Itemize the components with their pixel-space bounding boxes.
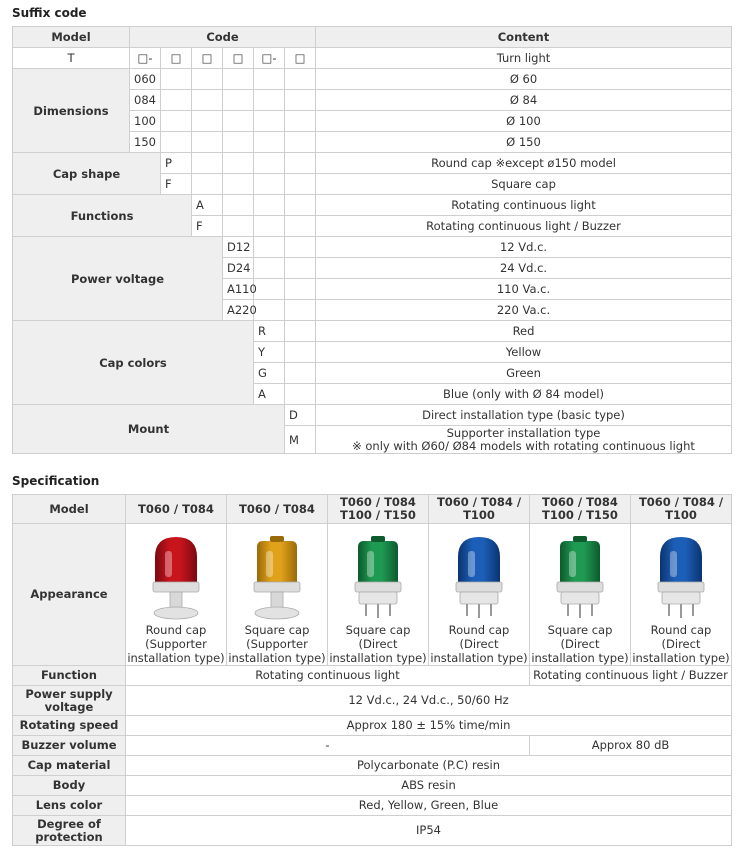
signal-lamp-icon [545, 531, 615, 623]
content-cell: Green [316, 363, 732, 384]
model-cell [631, 495, 732, 524]
model-name: T060 / T084 [542, 495, 618, 509]
mount-row [13, 405, 732, 426]
content-cell: Direct installation type (basic type) [316, 405, 732, 426]
cap-shape-label: Cap shape [13, 153, 161, 195]
code-symbol: □ [161, 48, 192, 69]
function-value: Rotating continuous light [126, 666, 530, 686]
appearance-caption: Square cap [244, 622, 310, 637]
code-cell: A [254, 384, 285, 405]
functions-row [13, 195, 732, 216]
model-name: T060 / T084 [138, 501, 214, 516]
content-header: Content [316, 27, 732, 48]
code-cell: M [285, 426, 316, 454]
buzzer-volume-label: Buzzer volume [13, 736, 126, 756]
appearance-cell [429, 524, 530, 666]
signal-lamp-icon [242, 531, 312, 623]
protection-row [13, 816, 732, 846]
mount-label: Mount [13, 405, 285, 454]
function-label: Function [13, 666, 126, 686]
code-cell: A110 [223, 279, 254, 300]
cap-colors-label: Cap colors [13, 321, 254, 405]
appearance-row [13, 524, 732, 666]
appearance-caption: (Direct [661, 636, 701, 651]
model-name: T060 / T084 / [638, 495, 724, 509]
appearance-caption: installation type) [228, 650, 326, 665]
content-cell: Turn light [316, 48, 732, 69]
code-header: Code [130, 27, 316, 48]
model-header: Model [13, 27, 130, 48]
appearance-caption: Round cap [448, 622, 510, 637]
appearance-caption: installation type) [531, 650, 629, 665]
content-cell: 110 Va.c. [316, 279, 732, 300]
model-cell [126, 495, 227, 524]
model-name: T100 / T150 [542, 508, 618, 522]
code-cell: A [192, 195, 223, 216]
label-line: protection [35, 829, 103, 844]
content-cell: Rotating continuous light / Buzzer [316, 216, 732, 237]
code-cell: G [254, 363, 285, 384]
content-cell: Ø 84 [316, 90, 732, 111]
dimensions-label: Dimensions [13, 69, 130, 153]
power-supply-row [13, 686, 732, 716]
model-name: T100 [665, 508, 697, 522]
content-line: ※ only with Ø60/ Ø84 models with rotating continuous light [352, 438, 695, 453]
signal-lamp-icon [141, 531, 211, 623]
appearance-caption: Square cap [547, 622, 613, 637]
code-cell: 100 [130, 111, 161, 132]
appearance-cell [126, 524, 227, 666]
code-cell: P [161, 153, 192, 174]
appearance-caption: installation type) [430, 650, 528, 665]
code-symbol: □ [223, 48, 254, 69]
code-cell: A220 [223, 300, 254, 321]
appearance-caption: installation type) [632, 650, 730, 665]
body-row [13, 776, 732, 796]
body-label: Body [13, 776, 126, 796]
cap-material-value: Polycarbonate (P.C) resin [126, 756, 732, 776]
model-name: T100 [463, 508, 495, 522]
function-row [13, 666, 732, 686]
content-cell: Round cap ※except ø150 model [316, 153, 732, 174]
signal-lamp-icon [646, 531, 716, 623]
appearance-caption: installation type) [329, 650, 427, 665]
content-cell: Red [316, 321, 732, 342]
cap-material-row [13, 756, 732, 776]
protection-value: IP54 [126, 816, 732, 846]
appearance-cell [227, 524, 328, 666]
code-cell: 084 [130, 90, 161, 111]
code-symbol: □- [130, 48, 161, 69]
code-symbol: □ [285, 48, 316, 69]
power-voltage-row [13, 237, 732, 258]
appearance-cell [631, 524, 732, 666]
code-cell: 060 [130, 69, 161, 90]
code-cell: D [285, 405, 316, 426]
cap-colors-row [13, 321, 732, 342]
model-name: T060 / T084 / [436, 495, 522, 509]
buzzer-volume-value: - [126, 736, 530, 756]
specification-title: Specification [12, 474, 100, 488]
appearance-caption: (Direct [459, 636, 499, 651]
content-cell: Ø 150 [316, 132, 732, 153]
appearance-label: Appearance [13, 524, 126, 666]
label-line: voltage [44, 699, 94, 714]
protection-label [13, 816, 126, 846]
label-line: Degree of [37, 816, 101, 831]
appearance-caption: (Direct [358, 636, 398, 651]
model-row [13, 48, 732, 69]
power-voltage-label: Power voltage [13, 237, 223, 321]
appearance-caption: (Supporter [145, 636, 207, 651]
model-name: T060 / T084 [239, 501, 315, 516]
cap-shape-row [13, 153, 732, 174]
buzzer-volume-row [13, 736, 732, 756]
model-cell [429, 495, 530, 524]
suffix-code-title: Suffix code [12, 6, 87, 20]
appearance-cell [530, 524, 631, 666]
suffix-code-table [12, 26, 732, 454]
functions-label: Functions [13, 195, 192, 237]
body-value: ABS resin [126, 776, 732, 796]
content-cell [316, 426, 732, 454]
rotating-speed-value: Approx 180 ± 15% time/min [126, 716, 732, 736]
code-cell: D12 [223, 237, 254, 258]
content-cell: Ø 60 [316, 69, 732, 90]
code-symbol: □ [192, 48, 223, 69]
model-cell [328, 495, 429, 524]
code-cell: F [161, 174, 192, 195]
rotating-speed-label: Rotating speed [13, 716, 126, 736]
appearance-caption: (Supporter [246, 636, 308, 651]
rotating-speed-row [13, 716, 732, 736]
model-name: T100 / T150 [340, 508, 416, 522]
code-symbol: □- [254, 48, 285, 69]
model-row [13, 495, 732, 524]
content-cell: Yellow [316, 342, 732, 363]
code-cell: 150 [130, 132, 161, 153]
appearance-caption: Square cap [345, 622, 411, 637]
code-cell: F [192, 216, 223, 237]
dimensions-row [13, 69, 732, 90]
buzzer-volume-value: Approx 80 dB [530, 736, 732, 756]
code-cell: D24 [223, 258, 254, 279]
model-code: T [13, 48, 130, 69]
signal-lamp-icon [444, 531, 514, 623]
lens-color-label: Lens color [13, 796, 126, 816]
appearance-caption: installation type) [127, 650, 225, 665]
lens-color-value: Red, Yellow, Green, Blue [126, 796, 732, 816]
content-cell: Square cap [316, 174, 732, 195]
content-cell: Rotating continuous light [316, 195, 732, 216]
power-supply-value: 12 Vd.c., 24 Vd.c., 50/60 Hz [126, 686, 732, 716]
content-cell: Ø 100 [316, 111, 732, 132]
function-value: Rotating continuous light / Buzzer [530, 666, 732, 686]
appearance-caption: Round cap [145, 622, 207, 637]
appearance-caption: (Direct [560, 636, 600, 651]
model-label: Model [13, 495, 126, 524]
header-row [13, 27, 732, 48]
signal-lamp-icon [343, 531, 413, 623]
appearance-caption: Round cap [650, 622, 712, 637]
model-cell [530, 495, 631, 524]
content-cell: 12 Vd.c. [316, 237, 732, 258]
content-cell: 24 Vd.c. [316, 258, 732, 279]
content-cell: Blue (only with Ø 84 model) [316, 384, 732, 405]
specification-table [12, 494, 732, 846]
content-line: Supporter installation type [446, 425, 601, 440]
model-name: T060 / T084 [340, 495, 416, 509]
lens-color-row [13, 796, 732, 816]
cap-material-label: Cap material [13, 756, 126, 776]
appearance-cell [328, 524, 429, 666]
code-cell: R [254, 321, 285, 342]
power-supply-label [13, 686, 126, 716]
code-cell: Y [254, 342, 285, 363]
content-cell: 220 Va.c. [316, 300, 732, 321]
model-cell [227, 495, 328, 524]
label-line: Power supply [25, 686, 113, 701]
